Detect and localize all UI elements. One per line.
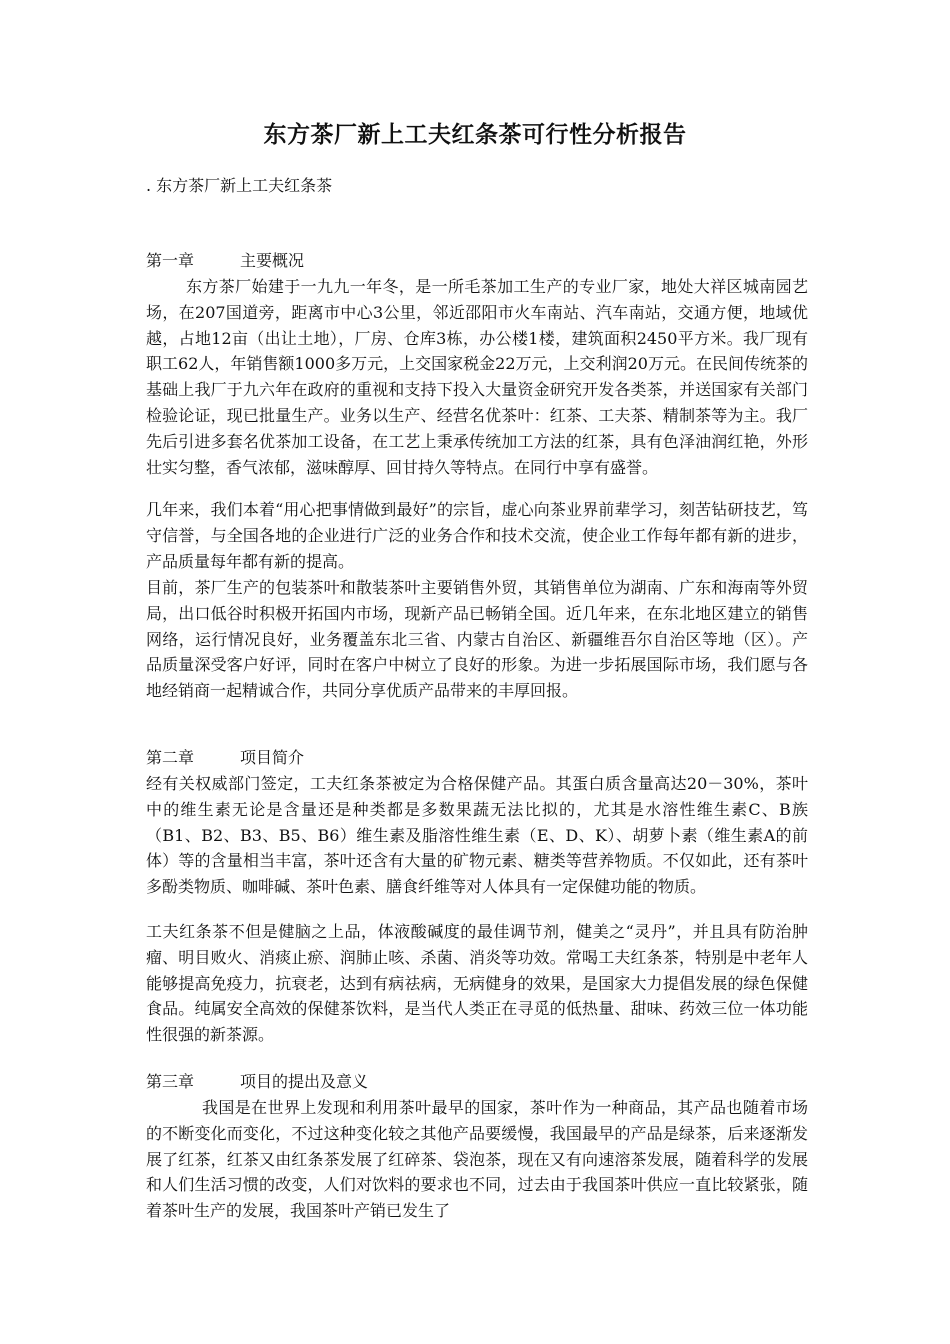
chapter-3-label: 第三章: [146, 1072, 195, 1091]
document-title: 东方茶厂新上工夫红条茶可行性分析报告: [263, 121, 687, 148]
chapter-2-name: 项目简介: [240, 748, 305, 767]
chapter-1-heading: [146, 248, 304, 274]
chapter-1-paragraph-1: 东方茶厂始建于一九九一年冬，是一所毛茶加工生产的专业厂家，地处大祥区城南园艺场，在207国道旁，距离市中心3公里，邻近邵阳市火车南站、汽车南站，交通方便，地域优越，占地12亩（出让土地），厂房、仓库3栋，办公楼1楼，建筑面积2450平方米。我厂现有职工62人，年销售额1000多万元，上交国家税金22万元，上交利润20万元。在民间传统茶的基础上我厂于九六年在政府的重视和支持下投入大量资金研究开发各类茶，并送国家有关部门检验论证，现已批量生产。业务以生产、经营名优茶叶：红茶、工夫茶、精制茶等为主。我厂先后引进多套名优茶加工设备，在工艺上秉承传统加工方法的红茶，具有色泽油润红艳，外形壮实匀整，香气浓郁，滋味醇厚、回甘持久等特点。在同行中享有盛誉。: [146, 277, 808, 477]
chapter-2-label: 第二章: [146, 748, 195, 767]
chapter-2-heading: [146, 745, 304, 771]
chapter-3-name: 项目的提出及意义: [240, 1072, 369, 1091]
chapter-1-paragraph-2: 几年来，我们本着“用心把事情做到最好”的宗旨，虚心向茶业界前辈学习，刻苦钻研技艺，笃守信誉，与全国各地的企业进行广泛的业务合作和技术交流，使企业工作每年都有新的进步，产品质量每年都有新的提高。: [146, 500, 808, 571]
chapter-2-paragraph-1: 经有关权威部门签定，工夫红条茶被定为合格保健产品。其蛋白质含量高达20－30%，茶叶中的维生素无论是含量还是种类都是多数果蔬无法比拟的，尤其是水溶性维生素C、B族（B1、B2、B3、B5、B6）维生素及脂溶性维生素（E、D、K）、胡萝卜素（维生素A的前体）等的含量相当丰富，茶叶还含有大量的矿物元素、糖类等营养物质。不仅如此，还有茶叶多酚类物质、咖啡碱、茶叶色素、膳食纤维等对人体具有一定保健功能的物质。: [146, 774, 808, 897]
chapter-3-paragraph-1: 我国是在世界上发现和利用茶叶最早的国家，茶叶作为一种商品，其产品也随着市场的不断变化而变化，不过这种变化较之其他产品要缓慢，我国最早的产品是绿茶，后来逐渐发展了红茶，红茶又由红条茶发展了红碎茶、袋泡茶，现在又有向速溶茶发展，随着科学的发展和人们生活习惯的改变，人们对饮料的要求也不同，过去由于我国茶叶供应一直比较紧张，随着茶叶生产的发展，我国茶叶产销已发生了: [146, 1098, 808, 1221]
chapter-2-paragraph-2: 工夫红条茶不但是健脑之上品，体液酸碱度的最佳调节剂，健美之“灵丹”，并且具有防治肿瘤、明目败火、消痰止瘀、润肺止咳、杀菌、消炎等功效。常喝工夫红条茶，特别是中老年人能够提高免疫力，抗衰老，达到有病祛病，无病健身的效果，是国家大力提倡发展的绿色保健食品。纯属安全高效的保健茶饮料，是当代人类正在寻觅的低热量、甜味、药效三位一体功能性很强的新茶源。: [146, 922, 808, 1045]
chapter-1-name: 主要概况: [240, 251, 305, 270]
document-subtitle: . 东方茶厂新上工夫红条茶: [146, 176, 333, 195]
chapter-1-label: 第一章: [146, 251, 195, 270]
chapter-1-paragraph-3: 目前，茶厂生产的包装茶叶和散装茶叶主要销售外贸，其销售单位为湖南、广东和海南等外贸局，出口低谷时积极开拓国内市场，现新产品已畅销全国。近几年来，在东北地区建立的销售网络，运行情况良好，业务覆盖东北三省、内蒙古自治区、新疆维吾尔自治区等地（区）。产品质量深受客户好评，同时在客户中树立了良好的形象。为进一步拓展国际市场，我们愿与各地经销商一起精诚合作，共同分享优质产品带来的丰厚回报。: [146, 578, 808, 701]
chapter-3-heading: [146, 1069, 368, 1095]
